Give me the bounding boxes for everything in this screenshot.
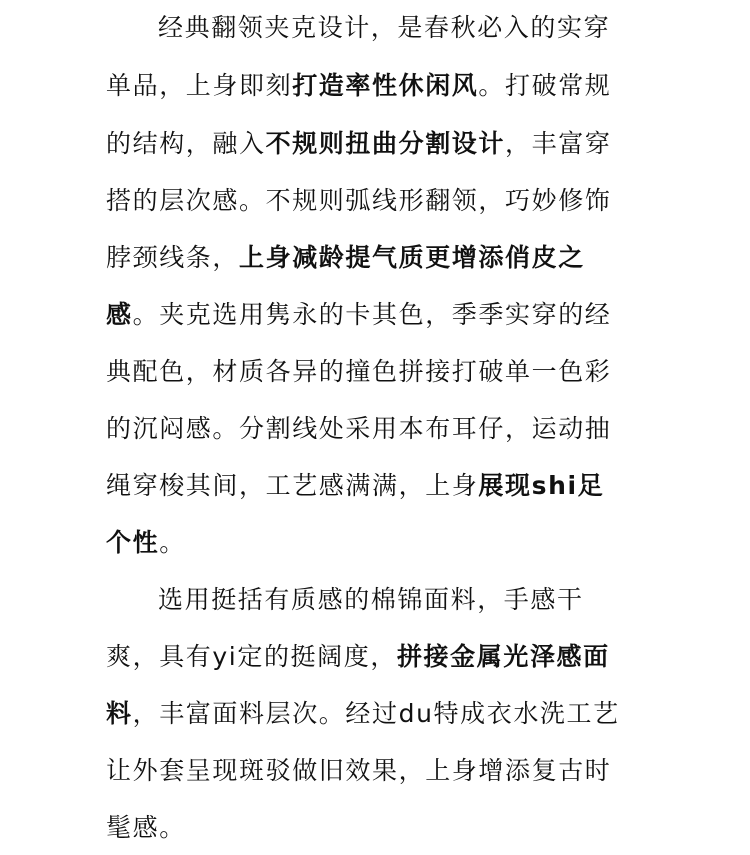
text-line — [106, 698, 620, 730]
text-line — [158, 584, 584, 616]
text-segment: 让外套呈现斑驳做旧效果，上身增添复古时 — [106, 756, 612, 785]
text-segment: 的结构，融入 — [106, 129, 266, 158]
text-line — [106, 356, 611, 388]
text-segment: 爽，具有yi定的挺阔度， — [106, 642, 397, 671]
text-segment: 。打破常规 — [478, 71, 612, 100]
bold-text: 个性 — [106, 528, 160, 557]
text-segment: 脖颈线条， — [106, 243, 240, 272]
text-line — [106, 527, 186, 559]
text-segment: 选用挺括有质感的棉锦面料，手感干 — [158, 585, 584, 614]
text-segment: 绳穿梭其间，工艺感满满，上身 — [106, 471, 479, 500]
text-segment: 搭的层次感。不规则弧线形翻领，巧妙修饰 — [106, 186, 612, 215]
text-line — [106, 812, 186, 844]
bold-text: 料 — [106, 699, 133, 728]
text-line — [106, 470, 604, 502]
text-line — [106, 70, 611, 102]
text-segment: 单品，上身即刻 — [106, 71, 293, 100]
text-line — [106, 755, 611, 787]
text-line — [106, 242, 585, 274]
text-segment: ，丰富面料层次。经过du特成衣水洗工艺 — [132, 699, 620, 728]
text-segment: 的沉闷感。分割线处采用本布耳仔，运动抽 — [106, 414, 612, 443]
text-segment: 典配色，材质各异的撞色拼接打破单一色彩 — [106, 357, 612, 386]
bold-text: 拼接金属光泽感面 — [396, 642, 610, 671]
bold-text: 感 — [106, 300, 133, 329]
text-segment: ，丰富穿 — [505, 129, 612, 158]
text-segment: 。 — [159, 528, 186, 557]
text-segment: 。夹克选用隽永的卡其色，季季实穿的经 — [132, 300, 612, 329]
text-line — [106, 641, 610, 673]
bold-text: 上身减龄提气质更增添俏皮之 — [239, 243, 585, 272]
text-segment: 髦感。 — [106, 813, 186, 842]
text-line — [158, 12, 610, 44]
bold-text: 打造率性休闲风 — [292, 71, 479, 100]
bold-text: 展现shi足 — [478, 471, 605, 500]
bold-text: 不规则扭曲分割设计 — [265, 129, 506, 158]
text-line — [106, 185, 611, 217]
text-line — [106, 413, 611, 445]
text-line — [106, 128, 611, 160]
text-line — [106, 299, 611, 331]
text-segment: 经典翻领夹克设计，是春秋必入的实穿 — [158, 13, 611, 42]
